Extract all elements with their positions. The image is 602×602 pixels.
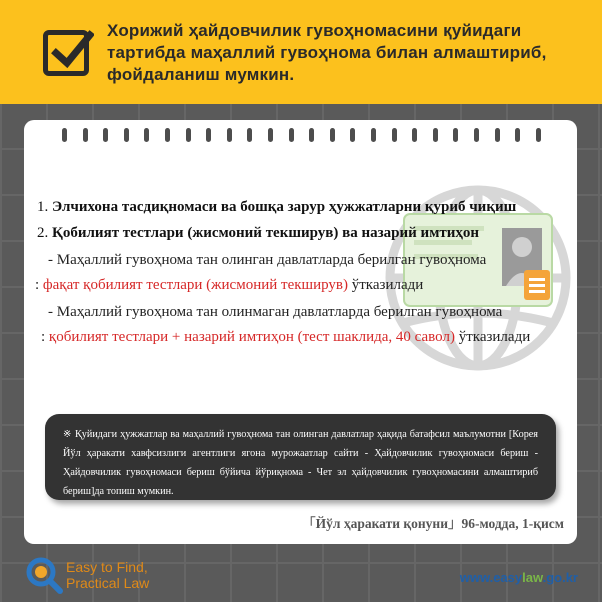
notebook-ring [165,128,170,142]
sub-item-2-line1: - Маҳаллий гувоҳнома тан олинмаган давлатларда берилган гувоҳнома [48,304,503,320]
sub-item-1-line2 [35,277,423,294]
site-url[interactable] [460,570,578,585]
logo-line-1: Easy to Find, [66,559,148,575]
list-item-2-text: Қобилият тестлари (жисмоний текширув) ва назарий имтиҳон [52,225,480,241]
notebook-ring [412,128,417,142]
list-item-2 [37,225,479,242]
notebook-ring [453,128,458,142]
site-suffix: .go.kr [542,570,578,585]
logo-line-2: Practical Law [66,575,150,591]
notebook-ring [309,128,314,142]
sub-item-1-line1: - Маҳаллий гувоҳнома тан олинган давлатларда берилган гувоҳнома [48,252,487,268]
site-prefix: www. [459,570,494,585]
notebook-ring [433,128,438,142]
notebook-ring [392,128,397,142]
sub-item-1-suffix: ўтказилади [348,277,424,293]
notebook-ring [495,128,500,142]
sub-item-2-highlight: қобилият тестлари + назарий имтиҳон (тест шаклида, 40 савол) [48,329,455,345]
notebook-ring [247,128,252,142]
header-banner [0,0,602,104]
list-item-1 [37,199,516,216]
list-item-2-number: 2. [37,225,49,241]
notebook-ring [268,128,273,142]
list-item-1-text: Элчихона тасдиқномаси ва бошқа зарур ҳужжатларни қуриб чиқиш [52,199,517,215]
notebook-ring [83,128,88,142]
notebook-ring [144,128,149,142]
notebook-ring [536,128,541,142]
header-title: Хорижий ҳайдовчилик гувоҳномасини қуйидаги тартибда маҳаллий гувоҳнома билан алмаштириб, фойдаланиш мумкин. [107,21,547,84]
notebook-ring [124,128,129,142]
notebook-ring [62,128,67,142]
law-reference: 「Йўл ҳаракати қонуни」96-модда, 1-қисм [302,516,564,531]
notebook-ring [206,128,211,142]
sub-item-2-line2 [41,329,530,346]
magnifier-logo-icon [25,556,63,594]
site-law: law [522,570,543,585]
notebook-rings [62,128,542,144]
notebook-ring [474,128,479,142]
notebook-ring [103,128,108,142]
notebook-ring [289,128,294,142]
list-item-1-number: 1. [37,199,49,215]
notebook-ring [515,128,520,142]
checkbox-icon [43,30,89,76]
logo-text [66,559,149,591]
note-text: ※ Қуйидаги ҳужжатлар ва маҳаллий гувоҳнома тан олинган давлатлар ҳақида батафсил маълумотни [Корея Йўл ҳаракати хавфсизлиги агентлиги ягона мурожаатлар сайти - Ҳайдовчилик гувоҳномаси бериш - Ҳайдовчилик гувоҳномаси бериш бўйича йўриқнома - Чет эл ҳайдовчилик гувоҳномасини алмаштириб бериш]да топиш мумкин. [63,429,538,497]
notebook-ring [227,128,232,142]
sub-item-2-suffix: ўтказилади [454,329,531,345]
notebook-ring [330,128,335,142]
sub-item-2-prefix: : [41,329,49,345]
note-box [45,414,556,500]
notebook-ring [371,128,376,142]
sub-item-1-highlight: фақат қобилият тестлари (жисмоний текширув) [42,277,348,293]
notebook-ring [186,128,191,142]
site-easy: easy [493,570,523,585]
sub-item-1-prefix: : [35,277,43,293]
notebook-ring [350,128,355,142]
